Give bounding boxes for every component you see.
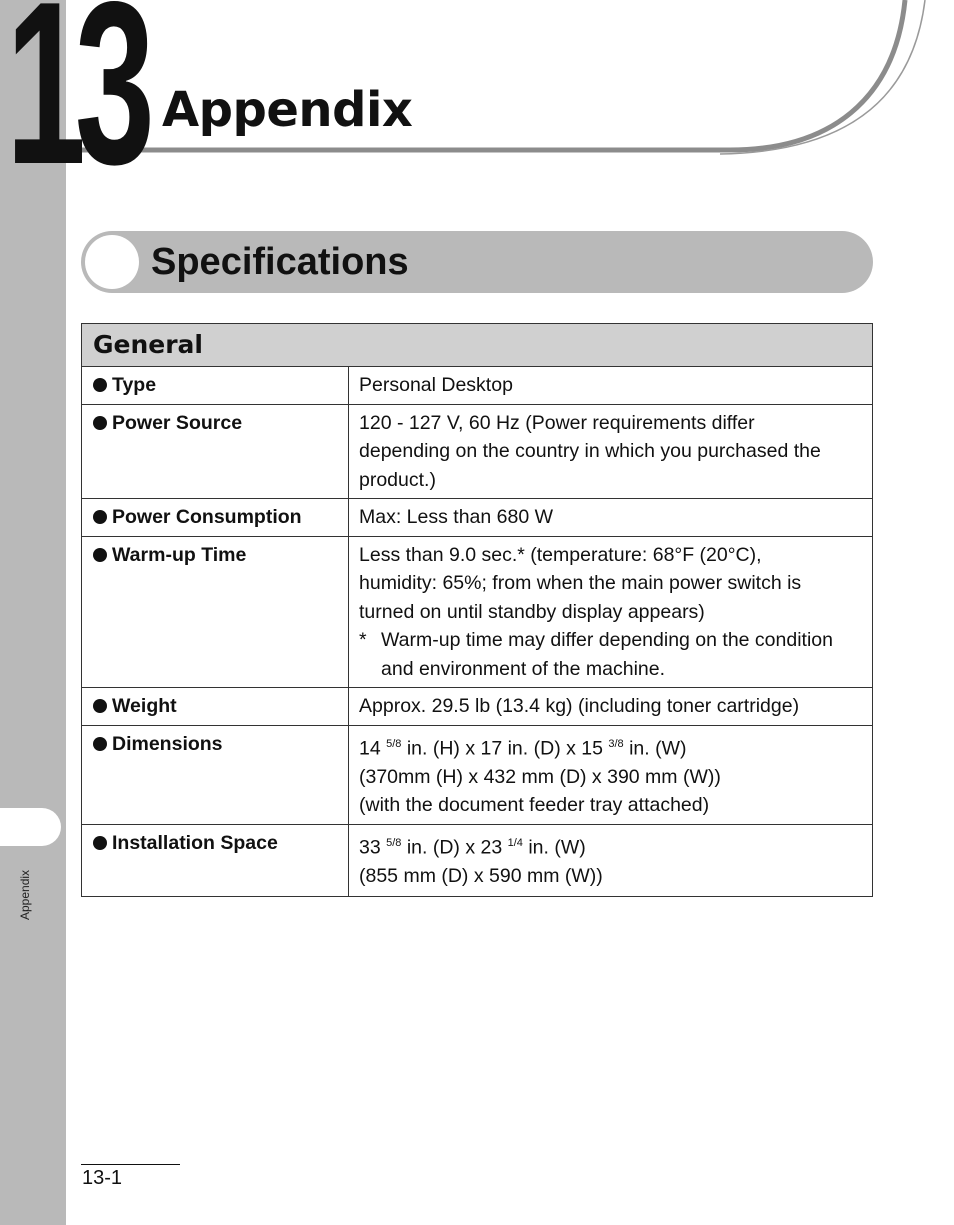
section-circle [85, 235, 139, 289]
value-line: (370mm (H) x 432 mm (D) x 390 mm (W)) [359, 765, 721, 788]
fraction: 5/8 [386, 737, 402, 750]
row-value-cell [349, 499, 873, 537]
fraction: 3/8 [608, 737, 624, 750]
value-line: turned on until standby display appears) [359, 600, 705, 623]
bullet-icon [93, 699, 107, 713]
row-value-cell [349, 404, 873, 499]
row-label-cell [82, 536, 349, 688]
table-header: General [82, 324, 873, 367]
bullet-icon [93, 416, 107, 430]
value-line: Less than 9.0 sec.* (temperature: 68°F (20°C), [359, 543, 762, 566]
row-value-cell [349, 824, 873, 897]
dim-text: in. (W) [522, 836, 586, 858]
side-label: Appendix [18, 869, 32, 920]
value-line: (with the document feeder tray attached) [359, 794, 710, 816]
footnote-mark: * [359, 629, 367, 651]
dim-text: in. (W) [623, 737, 687, 759]
row-label-cell [82, 688, 349, 726]
row-value-cell [349, 367, 873, 405]
value-line: Max: Less than 680 W [359, 506, 554, 528]
row-value-cell [349, 725, 873, 824]
row-label: Weight [112, 695, 177, 717]
dim-text: 33 [359, 836, 387, 858]
row-label: Type [112, 374, 157, 396]
chapter-title: Appendix [162, 82, 413, 138]
row-label: Dimensions [112, 732, 223, 755]
row-label: Warm-up Time [112, 543, 247, 566]
side-tab [0, 808, 61, 846]
table-row [82, 824, 873, 897]
value-line: depending on the country in which you purchased the [359, 440, 821, 462]
bullet-icon [93, 548, 107, 562]
value-line: product.) [359, 468, 436, 491]
row-label-cell [82, 725, 349, 824]
value-line: (855 mm (D) x 590 mm (W)) [359, 864, 603, 887]
footnote-line: Warm-up time may differ depending on the condition [381, 629, 833, 651]
row-value-cell [349, 688, 873, 726]
table-row [82, 367, 873, 405]
footnote [359, 626, 862, 683]
page-number: 13-1 [82, 1167, 123, 1189]
bullet-icon [93, 836, 107, 850]
row-label-cell [82, 367, 349, 405]
bullet-icon [93, 737, 107, 751]
table-header-row [82, 324, 873, 367]
chapter-number: 13 [6, 0, 144, 213]
value-line: Approx. 29.5 lb (13.4 kg) (including toner cartridge) [359, 695, 800, 717]
row-label: Power Consumption [112, 506, 302, 528]
dim-text: 14 [359, 737, 387, 759]
fraction: 5/8 [386, 836, 402, 849]
value-line: humidity: 65%; from when the main power switch is [359, 572, 802, 594]
row-label-cell [82, 404, 349, 499]
value-line-fraction [359, 829, 862, 862]
dim-text: in. (D) x 23 [401, 836, 508, 858]
row-label-cell [82, 824, 349, 897]
table-row [82, 688, 873, 726]
section-header [81, 231, 873, 293]
row-label-cell [82, 499, 349, 537]
bullet-icon [93, 378, 107, 392]
bullet-icon [93, 510, 107, 524]
spec-table [81, 323, 873, 897]
footnote-line: and environment of the machine. [381, 657, 666, 680]
row-label: Power Source [112, 411, 243, 434]
table-row [82, 404, 873, 499]
value-line-fraction [359, 730, 862, 763]
dim-text: in. (H) x 17 in. (D) x 15 [401, 737, 609, 759]
table-row [82, 536, 873, 688]
footer-rule [81, 1164, 180, 1165]
row-label: Installation Space [112, 831, 278, 854]
table-row [82, 725, 873, 824]
table-row [82, 499, 873, 537]
value-line: 120 - 127 V, 60 Hz (Power requirements differ [359, 411, 755, 434]
row-value-cell [349, 536, 873, 688]
section-title: Specifications [151, 241, 409, 283]
footnote-text [381, 626, 833, 683]
fraction: 1/4 [507, 836, 523, 849]
value-line: Personal Desktop [359, 374, 513, 396]
